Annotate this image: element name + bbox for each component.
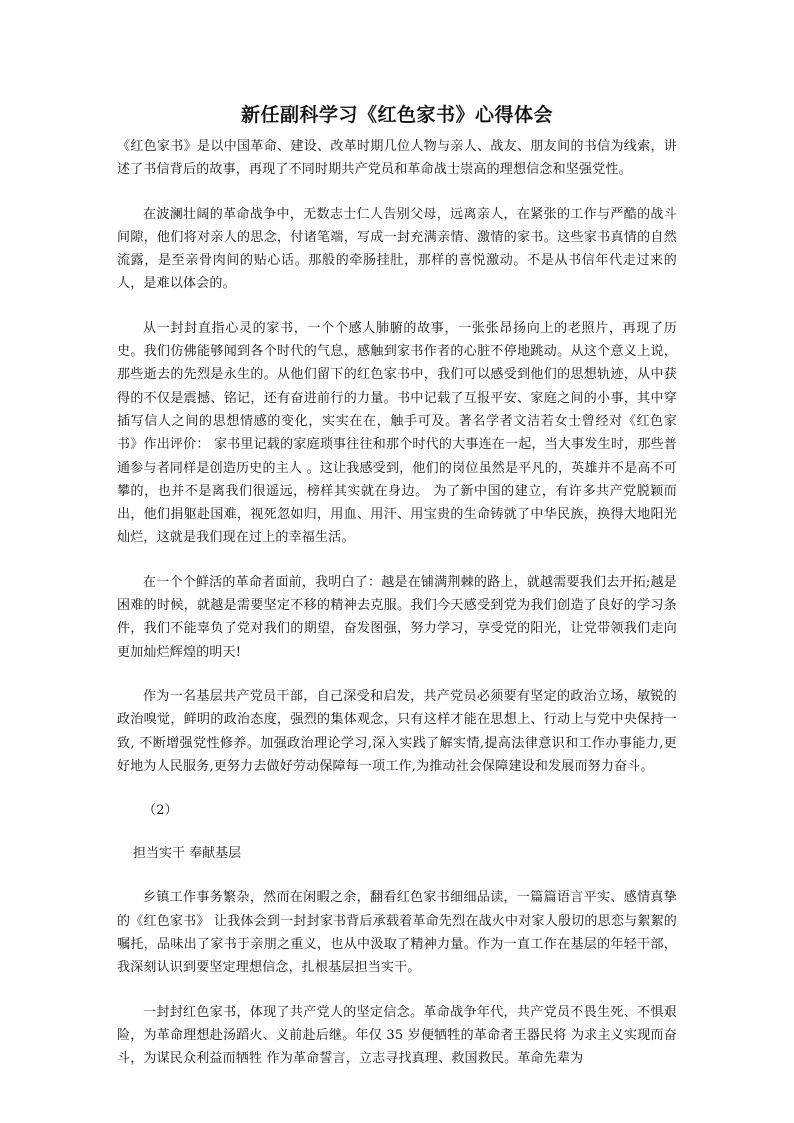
paragraph-intro: 《红色家书》是以中国革命、建设、改革时期几位人物与亲人、战友、朋友间的书信为线索，讲述了书信背后的故事，再现了不同时期共产党员和革命战士崇高的理想信念和坚强党性。	[117, 139, 677, 178]
paragraph-revolution-war: 在波澜壮阔的革命战争中，无数志士仁人告别父母，远离亲人，在紧张的工作与严酷的战斗间隙，他们将对亲人的思念，付诸笔端，写成一封充满亲情、激情的家书。这些家书真情的自然流露，是至亲骨肉间的贴心话。那般的牵肠挂肚，那样的喜悦激动。不是从书信年代走过来的人，是难以体会的。	[117, 206, 677, 292]
paragraph-letters-history: 从一封封直指心灵的家书，一个个感人肺腑的故事，一张张昂扬向上的老照片，再现了历史。我们仿佛能够闻到各个时代的气息，感触到家书作者的心脏不停地跳动。从这个意义上说，那些逝去的先烈是永生的。从他们留下的红色家书中，我们可以感受到他们的思想轨迹，从中获得的不仅是震撼、铭记，还有奋进前行的力量。书中记载了互报平安、家庭之间的小事，其中穿插写信人之间的思想情感的变化，实实在在，触手可及。著名学者文洁若女士曾经对《红色家书》作出评价： 家书里记载的家庭琐事往往和那个时代的大事连在一起，当大事发生时，那些普通参与者同样是创造历史的主人 。这让我感受到，他们的岗位虽然是平凡的，英雄并不是高不可攀的，也并不是离我们很遥远，榜样其实就在身边。 为了新中国的建立，有许多共产党脱颖而出，他们捐躯赴国难，视死忽如归，用血、用汗、用宝贵的生命铸就了中华民族，换得大地阳光灿烂，这就是我们现在过上的幸福生活。	[117, 320, 677, 546]
document-body	[117, 135, 677, 1092]
section-number: （2）	[143, 803, 178, 819]
paragraph-revolutionaries: 在一个个鲜活的革命者面前，我明白了：越是在铺满荆棘的路上，就越需要我们去开拓;越是困难的时候，就越是需要坚定不移的精神去克服。我们今天感受到党为我们创造了良好的学习条件，我们不能辜负了党对我们的期望，奋发图强，努力学习，享受党的阳光，让党带领我们走向更加灿烂辉煌的明天!	[117, 574, 677, 660]
paragraph-firm-belief: 一封封红色家书，体现了共产党人的坚定信念。革命战争年代，共产党员不畏生死、不惧艰险，为革命理想赴汤蹈火、义前赴后继。年仅 35 岁便牺牲的革命者王器民将 为求主义实现而奋斗，为谋民众利益而牺牲 作为革命誓言，立志寻找真理、救国救民。革命先辈为	[117, 1004, 677, 1067]
document-title: 新任副科学习《红色家书》心得体会	[240, 104, 553, 126]
paragraph-party-member: 作为一名基层共产党员干部，自己深受和启发，共产党员必须要有坚定的政治立场，敏锐的政治嗅觉，鲜明的政治态度，强烈的集体观念，只有这样才能在思想上、行动上与党中央保持一致, 不断增强党性修养。加强政治理论学习,深入实践了解实情,提高法律意识和工作办事能力,更好地为人民服务,更努力去做好劳动保障每一项工作,为推动社会保障建设和发展而努力奋斗。	[117, 688, 677, 774]
section-subheading: 担当实干 奉献基层	[133, 846, 242, 862]
paragraph-township-work: 乡镇工作事务繁杂，然而在闲暇之余，翻看红色家书细细品读，一篇篇语言平实、感情真挚的《红色家书》 让我体会到一封封家书背后承载着革命先烈在战火中对家人殷切的思恋与絮絮的嘱托，品味出了家书于亲朋之重义，也从中汲取了精神力量。作为一直工作在基层的年轻干部，我深刻认识到要坚定理想信念，扎根基层担当实干。	[117, 890, 677, 976]
